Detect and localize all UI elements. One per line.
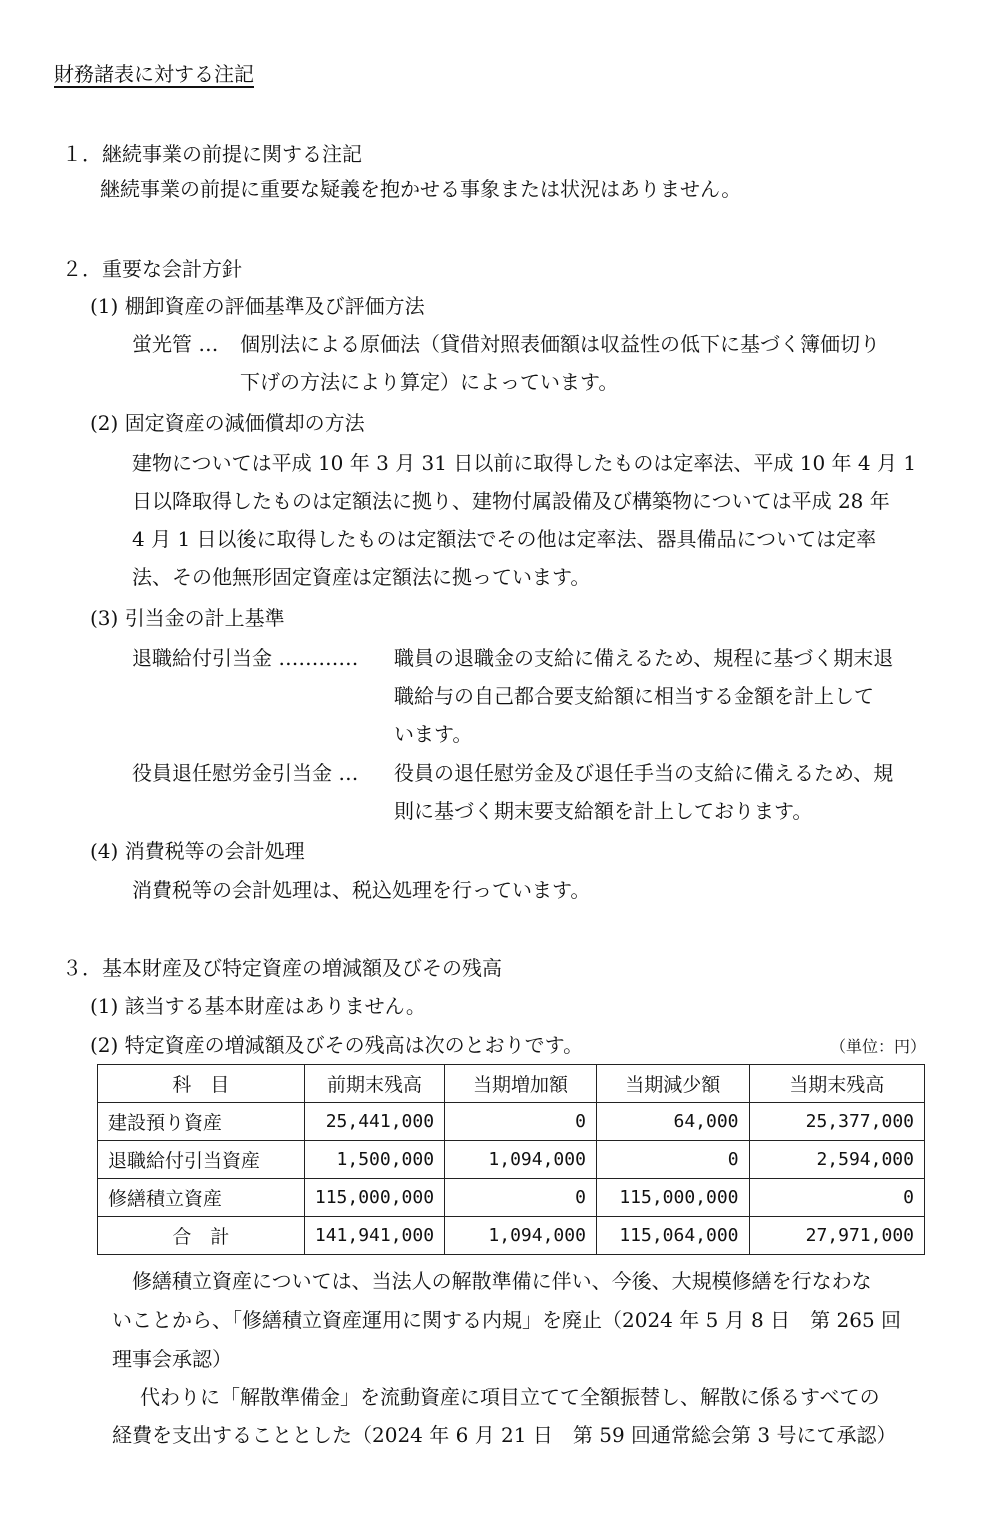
repair-reserve-note-line: いことから、「修繕積立資産運用に関する内規」を廃止（2024 年 5 月 8 日 第 265 回 xyxy=(112,1308,902,1332)
specific-assets-table xyxy=(97,1064,925,1255)
dissolution-reserve-note-line: 経費を支出することとした（2024 年 6 月 21 日 第 59 回通常総会第 3 号にて承認） xyxy=(112,1423,897,1447)
retirement-allowance-line: 職給与の自己都合要支給額に相当する金額を計上して xyxy=(394,684,874,708)
basic-property-note: (1) 該当する基本財産はありません。 xyxy=(90,994,426,1018)
table-cell: 2,594,000 xyxy=(749,1141,924,1179)
table-cell: 25,441,000 xyxy=(304,1103,444,1141)
total-cell: 115,064,000 xyxy=(596,1217,749,1255)
total-cell: 1,094,000 xyxy=(445,1217,597,1255)
table-cell: 0 xyxy=(445,1103,597,1141)
inventory-heading: (1) 棚卸資産の評価基準及び評価方法 xyxy=(90,294,425,318)
table-row xyxy=(98,1103,925,1141)
table-cell: 115,000,000 xyxy=(304,1179,444,1217)
document-title: 財務諸表に対する注記 xyxy=(54,62,254,86)
table-total-row xyxy=(98,1217,925,1255)
row-label: 修繕積立資産 xyxy=(98,1179,305,1217)
header-cell: 当期減少額 xyxy=(596,1065,749,1103)
retirement-allowance-line: います。 xyxy=(394,722,473,746)
retirement-allowance-term: 退職給付引当金 ………… xyxy=(132,646,359,670)
total-label: 合 計 xyxy=(98,1217,305,1255)
header-cell: 科 目 xyxy=(98,1065,305,1103)
row-label: 建設預り資産 xyxy=(98,1103,305,1141)
allowance-heading: (3) 引当金の計上基準 xyxy=(90,606,285,630)
officer-allowance-line: 役員の退任慰労金及び退任手当の支給に備えるため、規 xyxy=(394,761,894,785)
header-cell: 前期末残高 xyxy=(304,1065,444,1103)
repair-reserve-note-line: 理事会承認） xyxy=(112,1347,232,1371)
depreciation-line: 4 月 1 日以後に取得したものは定額法でその他は定率法、器具備品については定率 xyxy=(132,527,877,551)
specific-assets-note: (2) 特定資産の増減額及びその残高は次のとおりです。 xyxy=(90,1033,584,1057)
retirement-allowance-line: 職員の退職金の支給に備えるため、規程に基づく期末退 xyxy=(394,646,894,670)
depreciation-heading: (2) 固定資産の減価償却の方法 xyxy=(90,411,365,435)
header-cell: 当期増加額 xyxy=(445,1065,597,1103)
table-row xyxy=(98,1179,925,1217)
table-cell: 0 xyxy=(596,1141,749,1179)
total-cell: 27,971,000 xyxy=(749,1217,924,1255)
consumption-tax-body: 消費税等の会計処理は、税込処理を行っています。 xyxy=(132,878,591,902)
table-cell: 25,377,000 xyxy=(749,1103,924,1141)
section-1-body: 継続事業の前提に重要な疑義を抱かせる事象または状況はありません。 xyxy=(100,177,742,201)
section-3-heading: ３．基本財産及び特定資産の増減額及びその残高 xyxy=(62,956,502,980)
depreciation-line: 建物については平成 10 年 3 月 31 日以前に取得したものは定率法、平成 10 年 4 月 1 xyxy=(132,451,917,475)
table-cell: 1,500,000 xyxy=(304,1141,444,1179)
repair-reserve-note-line: 修繕積立資産については、当法人の解散準備に伴い、今後、大規模修繕を行なわな xyxy=(132,1269,872,1293)
header-cell: 当期末残高 xyxy=(749,1065,924,1103)
inventory-term: 蛍光管 … xyxy=(132,332,219,356)
table-cell: 0 xyxy=(445,1179,597,1217)
depreciation-line: 日以降取得したものは定額法に拠り、建物付属設備及び構築物については平成 28 年 xyxy=(132,489,890,513)
section-2-heading: ２．重要な会計方針 xyxy=(62,257,242,281)
consumption-tax-heading: (4) 消費税等の会計処理 xyxy=(90,839,305,863)
inventory-line: 個別法による原価法（貸借対照表価額は収益性の低下に基づく簿価切り xyxy=(240,332,880,356)
inventory-line: 下げの方法により算定）によっています。 xyxy=(240,370,619,394)
table-header-row xyxy=(98,1065,925,1103)
table-cell: 115,000,000 xyxy=(596,1179,749,1217)
row-label: 退職給付引当資産 xyxy=(98,1141,305,1179)
officer-allowance-term: 役員退任慰労金引当金 … xyxy=(132,761,359,785)
total-cell: 141,941,000 xyxy=(304,1217,444,1255)
officer-allowance-line: 則に基づく期末要支給額を計上しております。 xyxy=(394,799,813,823)
table-cell: 1,094,000 xyxy=(445,1141,597,1179)
dissolution-reserve-note-line: 代わりに「解散準備金」を流動資産に項目立てて全額振替し、解散に係るすべての xyxy=(140,1385,880,1409)
table-cell: 64,000 xyxy=(596,1103,749,1141)
unit-label: （単位：円） xyxy=(830,1037,927,1056)
depreciation-line: 法、その他無形固定資産は定額法に拠っています。 xyxy=(132,565,591,589)
table-cell: 0 xyxy=(749,1179,924,1217)
section-1-heading: １．継続事業の前提に関する注記 xyxy=(62,142,362,166)
table-row xyxy=(98,1141,925,1179)
